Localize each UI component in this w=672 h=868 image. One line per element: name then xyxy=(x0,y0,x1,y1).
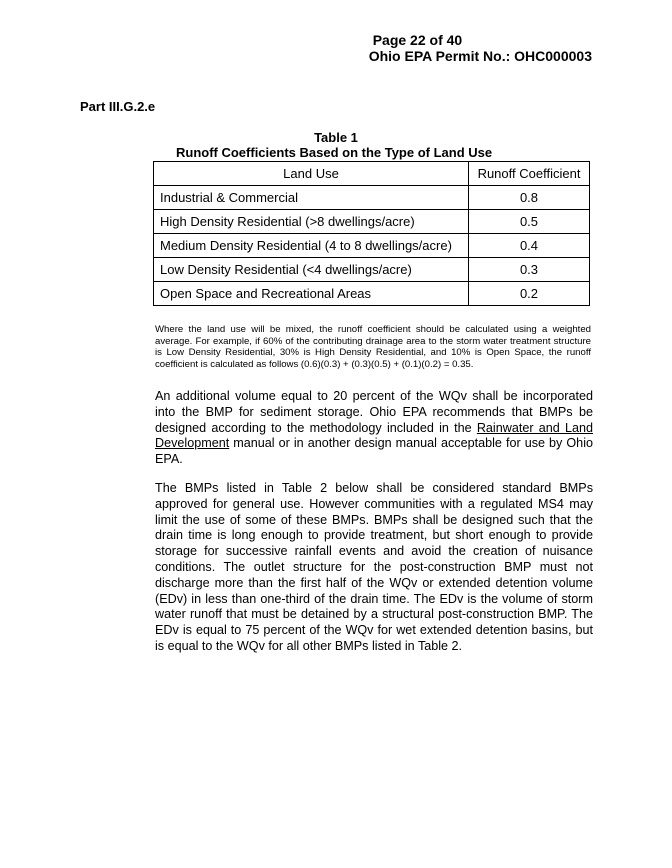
manual-title: Rainwater and Land Development xyxy=(155,420,593,451)
land-use-cell: Industrial & Commercial xyxy=(154,186,469,210)
table-number: Table 1 xyxy=(314,130,358,145)
coefficient-cell: 0.2 xyxy=(469,282,590,306)
table-note: Where the land use will be mixed, the runoff coefficient should be calculated using a weighted average. For example, if 60% of the contributing drainage area to the storm water treatment structure is Low Density Residential, 30% is High Density Residential, and 10% is Open Space, the runoff coefficient is calculated as follows (0.6)(0.3) + (0.3)(0.5) + (0.1)(0.2) = 0.35. xyxy=(155,324,591,370)
table-row xyxy=(154,282,590,306)
table-row xyxy=(154,186,590,210)
table-row xyxy=(154,210,590,234)
table-row xyxy=(154,234,590,258)
column-header-land-use: Land Use xyxy=(154,162,469,186)
land-use-cell: High Density Residential (>8 dwellings/acre) xyxy=(154,210,469,234)
coefficient-cell: 0.8 xyxy=(469,186,590,210)
land-use-cell: Low Density Residential (<4 dwellings/acre) xyxy=(154,258,469,282)
paragraph-text: An additional volume equal to 20 percent of the WQv shall be incorporated into the BMP for sediment storage. Ohio EPA recommends that BMPs be designed according to the methodology included in the xyxy=(155,389,593,435)
table-title: Runoff Coefficients Based on the Type of Land Use xyxy=(176,145,493,160)
coefficient-cell: 0.3 xyxy=(469,258,590,282)
table-header-row xyxy=(154,162,590,186)
coefficient-cell: 0.4 xyxy=(469,234,590,258)
paragraph-standard-bmps: The BMPs listed in Table 2 below shall be considered standard BMPs approved for general use. However communities with a regulated MS4 may limit the use of some of these BMPs. BMPs shall be designed such that the drain time is long enough to provide treatment, but short enough to provide storage for successive rainfall events and avoid the creation of nuisance conditions. The outlet structure for the post-construction BMP must not discharge more than the first half of the WQv or extended detention volume (EDv) in less than one-third of the drain time. The EDv is the volume of storm water runoff that must be detained by a structural post-construction BMP. The EDv is equal to 75 percent of the WQv for wet extended detention basins, but is equal to the WQv for all other BMPs listed in Table 2. xyxy=(155,481,593,653)
page-number: Page 22 of 40 xyxy=(372,32,463,48)
land-use-cell: Open Space and Recreational Areas xyxy=(154,282,469,306)
land-use-cell: Medium Density Residential (4 to 8 dwellings/acre) xyxy=(154,234,469,258)
part-label: Part III.G.2.e xyxy=(80,99,156,114)
permit-number: Ohio EPA Permit No.: OHC000003 xyxy=(368,48,592,64)
runoff-coefficient-table xyxy=(153,161,590,306)
paragraph-text: manual or in another design manual acceptable for use by Ohio EPA. xyxy=(155,436,593,467)
paragraph-sediment-storage xyxy=(155,389,593,468)
column-header-runoff-coefficient: Runoff Coefficient xyxy=(469,162,590,186)
page-header xyxy=(369,32,592,64)
table-row xyxy=(154,258,590,282)
coefficient-cell: 0.5 xyxy=(469,210,590,234)
table-caption xyxy=(154,130,518,160)
